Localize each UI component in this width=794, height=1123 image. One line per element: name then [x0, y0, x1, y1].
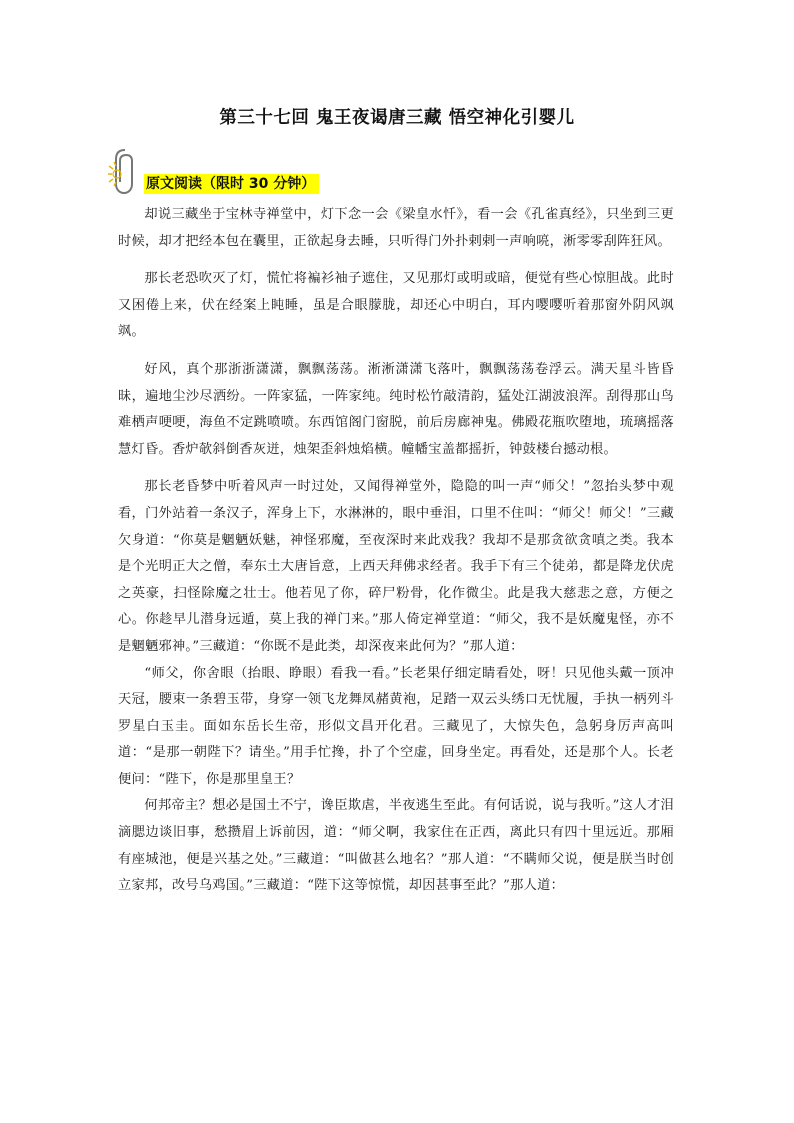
section-header [118, 172, 319, 196]
paragraph: 却说三藏坐于宝林寺禅堂中，灯下念一会《梁皇水忏》，看一会《孔雀真经》，只坐到三更时候，却才把经本包在囊里，正欲起身去睡，只听得门外扑剌剌一声响喨，淅零零刮阵狂风。 [118, 207, 674, 249]
paperclip-icon [108, 144, 142, 200]
paragraph: 好风，真个那浙浙潇潇，飘飘荡荡。淅淅潇潇飞落叶，飘飘荡荡卷浮云。满天星斗皆昏昧，遍地尘沙尽洒纷。一阵家猛，一阵家纯。纯时松竹敲清韵，猛处江湖波浪浑。刮得那山鸟难栖声哽哽，海鱼不定跳喷喷。东西馆阁门窗脱，前后房廊神鬼。佛殿花瓶吹堕地，琉璃摇落慧灯昏。香炉欹斜倒香灰迸，烛架歪斜烛焰横。幢幡宝盖都摇折，钟鼓楼台撼动根。 [118, 361, 674, 457]
paragraph: 何邦帝主？想必是国土不宁，谗臣欺虐，半夜逃生至此。有何话说，说与我听。”这人才泪滴腮边谈旧事，愁攒眉上诉前因，道：“师父啊，我家住在正西，离此只有四十里远近。那厢有座城池，便是兴基之处。”三藏道：“叫做甚么地名？”那人道：“不瞒师父说，便是朕当时创立家邦，改号乌鸡国。”三藏道：“陛下这等惊慌，却因甚事至此？”那人道： [118, 798, 674, 894]
body-text [118, 202, 674, 911]
section-label: 原文阅读（限时 30 分钟） [144, 174, 319, 194]
paragraph: 那长老恐吹灭了灯，慌忙将褊衫袖子遮住，又见那灯或明或暗，便觉有些心惊胆战。此时又困倦上来，伏在经案上盹睡，虽是合眼朦胧，却还心中明白，耳内嘤嘤听着那窗外阴风飒飒。 [118, 271, 674, 340]
chapter-title: 第三十七回 鬼王夜谒唐三藏 悟空神化引婴儿 [219, 108, 575, 128]
paragraph: 那长老昏梦中听着风声一时过处，又闻得禅堂外，隐隐的叫一声“师父！”忽抬头梦中观看，门外站着一条汉子，浑身上下，水淋淋的，眼中垂泪，口里不住叫：“师父！师父！”三藏欠身道：“你莫是魍魉妖魅，神怪邪魔，至夜深时来此戏我？我却不是那贪欲贪嗔之类。我本是个光明正大之僧，奉东土大唐旨意，上西天拜佛求经者。我手下有三个徒弟，都是降龙伏虎之英豪，扫怪除魔之壮士。他若见了你，碎尸粉骨，化作微尘。此是我大慈悲之意，方便之心。你趁早儿潜身远遁，莫上我的禅门来。”那人倚定禅堂道：“师父，我不是妖魔鬼怪，亦不是魍魉邪神。”三藏道：“你既不是此类，却深夜来此何为？”那人道： [118, 479, 674, 654]
paragraph: “师父，你舍眼（抬眼、睁眼）看我一看。”长老果仔细定睛看处，呀！只见他头戴一顶冲天冠，腰束一条碧玉带，身穿一领飞龙舞凤赭黄袍，足踏一双云头绣口无忧履，手执一柄列斗罗星白玉圭。面如东岳长生帝，形似文昌开化君。三藏见了，大惊失色，急躬身厉声高叫道：“是那一朝陛下？请坐。”用手忙搀，扑了个空虚，回身坐定。再看处，还是那个人。长老便问：“陛下，你是那里皇王？ [118, 665, 674, 787]
